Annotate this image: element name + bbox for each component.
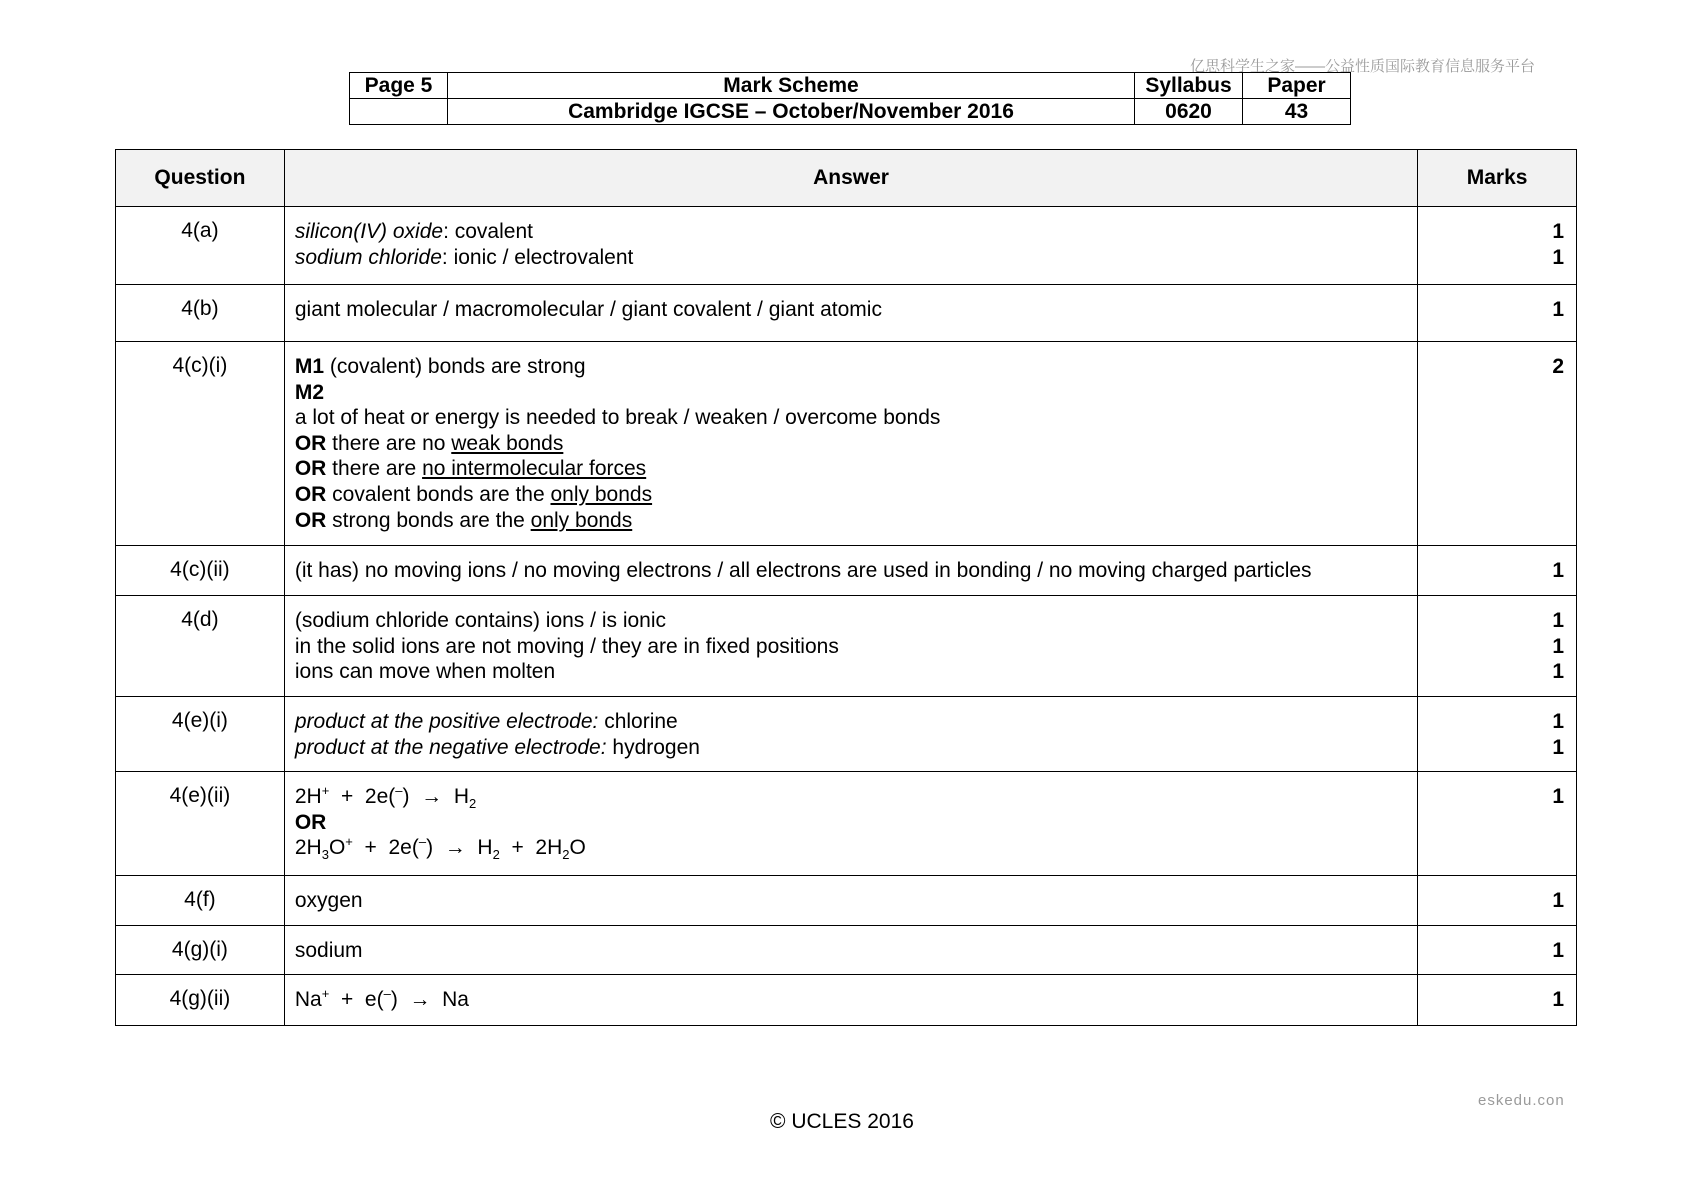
question-cell: 4(c)(ii) [116,546,285,596]
eq-superscript: – [418,834,427,850]
mark-value: 1 [1552,988,1564,1011]
answer-cell [284,697,1417,772]
answer-text: hydrogen [606,735,700,759]
question-cell: 4(a) [116,207,285,285]
column-question: Question [116,150,285,207]
equation-line [295,835,1407,861]
equation-line [295,987,1407,1013]
mark-value: 1 [1552,785,1564,808]
mark-value: 1 [1552,559,1564,582]
table-row [116,876,1577,926]
header-empty-cell [350,99,448,125]
answer-text: oxygen [294,889,363,912]
or-label: OR [294,431,327,455]
mark-scheme-table [115,149,1577,1026]
eq-part: 2H [294,836,322,860]
answer-text: (covalent) bonds are strong [324,355,586,378]
underlined-text: no intermolecular forces [422,457,647,481]
marks-cell [1418,876,1577,926]
underlined-text: only bonds [530,508,633,532]
table-header-row [116,150,1577,207]
question-cell: 4(d) [116,596,285,697]
answer-text: covalent bonds are the [326,482,551,506]
marks-cell [1418,207,1577,285]
or-label: OR [294,482,327,506]
eq-superscript: + [321,783,330,798]
eq-superscript: + [345,834,353,850]
answer-text: there are no [326,431,452,455]
mark-value: 1 [1552,298,1564,321]
eq-part: ) → H [426,836,493,860]
marks-cell [1418,342,1577,546]
answer-cell [284,772,1417,876]
eq-subscript: 2 [468,796,477,812]
eq-part: O [569,836,586,860]
answer-cell [284,876,1417,926]
eq-part: ) → Na [390,988,469,1011]
mark-value: 1 [1552,939,1564,962]
eq-superscript: + [321,986,330,1001]
answer-label: product at the positive electrode: [294,710,599,733]
eq-part: Na [294,988,322,1011]
question-cell: 4(f) [116,876,285,926]
table-row [116,975,1577,1026]
or-label: OR [294,810,327,834]
answer-cell [284,975,1417,1026]
marks-cell [1418,596,1577,697]
header-subtitle: Cambridge IGCSE – October/November 2016 [448,99,1135,125]
column-marks: Marks [1418,150,1577,207]
watermark-top: 亿思科学生之家——公益性质国际教育信息服务平台 [1190,58,1536,75]
eq-part: + 2e( [352,836,419,860]
header-title: Mark Scheme [448,73,1135,99]
table-row [116,207,1577,285]
equation-line [295,784,1407,810]
answer-cell [284,926,1417,975]
marks-cell [1418,975,1577,1026]
header-page: Page 5 [350,73,448,99]
eq-part: 2H [294,785,322,808]
answer-text: giant molecular / macromolecular / giant covalent / giant atomic [294,298,882,321]
answer-label: sodium chloride [294,245,442,269]
question-cell: 4(b) [116,285,285,342]
answer-cell [284,546,1417,596]
header-table [349,72,1351,125]
header-syllabus-label: Syllabus [1135,73,1243,99]
header-paper-label: Paper [1243,73,1351,99]
table-row [116,342,1577,546]
eq-part: + 2H [499,836,563,860]
answer-text: sodium [294,939,363,962]
mark-value: 1 [1552,889,1564,912]
eq-part: ) → H [402,785,469,808]
question-cell: 4(c)(i) [116,342,285,546]
table-row [116,285,1577,342]
question-cell: 4(e)(i) [116,697,285,772]
answer-cell [284,342,1417,546]
answer-cell [284,596,1417,697]
answer-text: : ionic / electrovalent [441,245,634,269]
mark-value: 1 [1552,245,1564,269]
eq-part: + 2e( [329,785,396,808]
answer-text: a lot of heat or energy is needed to break / weaken / overcome bonds [294,406,941,430]
mark-value: 1 [1552,660,1564,684]
marks-cell [1418,926,1577,975]
mark-value: 1 [1552,609,1564,632]
eq-part: O [328,836,346,860]
answer-text: there are [326,457,423,481]
table-row [116,772,1577,876]
answer-cell [284,207,1417,285]
eq-superscript: – [395,783,403,798]
answer-text: : covalent [443,220,533,243]
question-cell: 4(g)(ii) [116,975,285,1026]
eq-subscript: 3 [321,847,329,863]
answer-text: (sodium chloride contains) ions / is ionic [294,609,667,632]
eq-subscript: 2 [562,847,570,863]
marking-point-label: M1 [294,355,325,378]
watermark-bottom: eskedu.con [1478,1092,1565,1109]
answer-cell [284,285,1417,342]
mark-value: 1 [1552,220,1564,243]
underlined-text: weak bonds [451,431,564,455]
marks-cell [1418,285,1577,342]
column-answer: Answer [284,150,1417,207]
or-label: OR [294,508,327,532]
mark-value: 1 [1552,634,1564,658]
underlined-text: only bonds [550,482,653,506]
answer-text: strong bonds are the [326,508,531,532]
table-row [116,697,1577,772]
mark-value: 1 [1552,710,1564,733]
answer-label: silicon(IV) oxide [294,220,444,243]
eq-superscript: – [383,986,391,1001]
or-label: OR [294,457,327,481]
answer-text: in the solid ions are not moving / they are in fixed positions [294,634,839,658]
mark-value: 2 [1552,355,1564,378]
answer-text: ions can move when molten [294,660,556,684]
answer-label: product at the negative electrode: [294,735,607,759]
eq-part: + e( [329,988,384,1011]
header-paper: 43 [1243,99,1351,125]
header-syllabus: 0620 [1135,99,1243,125]
marks-cell [1418,772,1577,876]
mark-value: 1 [1552,735,1564,759]
question-cell: 4(g)(i) [116,926,285,975]
marking-point-label: M2 [294,380,325,404]
marks-cell [1418,546,1577,596]
table-row [116,546,1577,596]
copyright-footer: © UCLES 2016 [770,1110,914,1133]
marks-cell [1418,697,1577,772]
eq-subscript: 2 [492,847,500,863]
table-row [116,926,1577,975]
table-row [116,596,1577,697]
answer-text: chlorine [598,710,678,733]
question-cell: 4(e)(ii) [116,772,285,876]
answer-text: (it has) no moving ions / no moving electrons / all electrons are used in bonding / no moving charged particles [294,559,1312,582]
